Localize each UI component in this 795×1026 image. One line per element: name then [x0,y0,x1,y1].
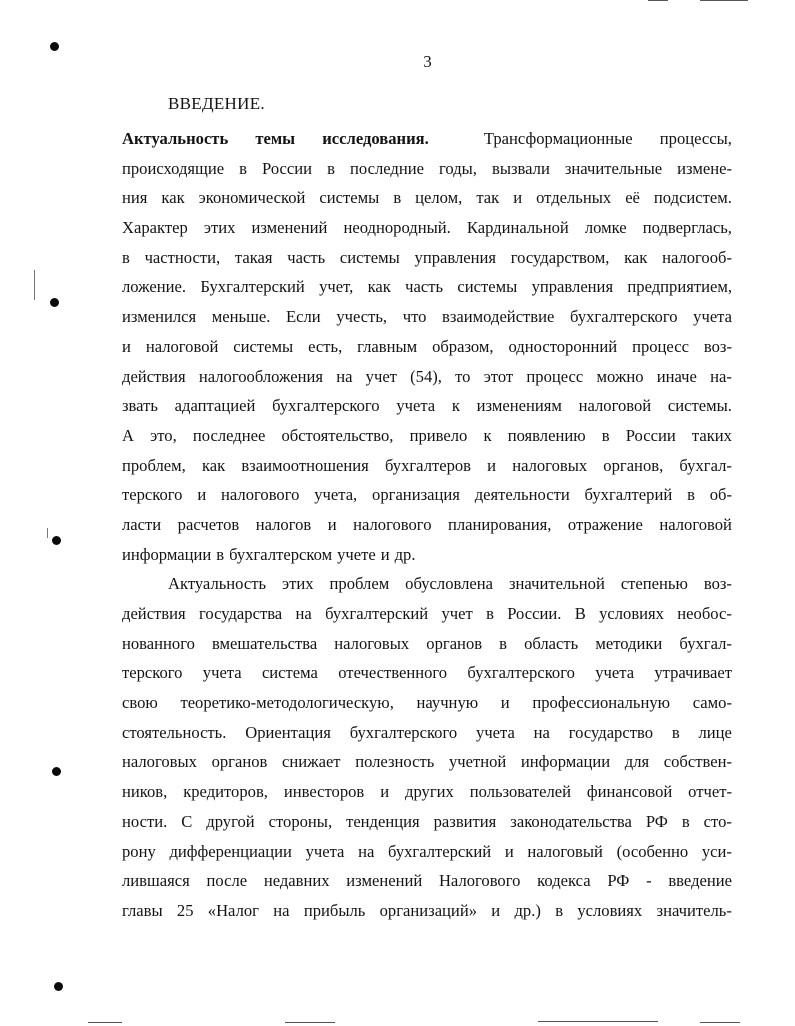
text-line: ности. С другой стороны, тенденция развития законодательства РФ в сто- [122,811,732,831]
text-line: ложение. Бухгалтерский учет, как часть системы управления предприятием, [122,277,732,297]
text-line: нованного вмешательства налоговых органов в область методики бухгал- [122,633,732,653]
section-heading: ВВЕДЕНИЕ. [168,94,265,113]
text-line: рону дифференциации учета на бухгалтерский и налоговый (особенно уси- [122,841,732,861]
scan-artifact [700,1022,740,1023]
text-line: стоятельность. Ориентация бухгалтерского учета на государство в лице [122,722,732,742]
text-line: Актуальность этих проблем обусловлена значительной степенью воз- [168,574,732,594]
body-text [122,124,732,926]
scan-artifact [538,1021,658,1022]
text-line: звать адаптацией бухгалтерского учета к изменениям налоговой системы. [122,396,732,416]
binder-hole-mark [50,42,59,51]
text-line: налоговых органов снижает полезность учетной информации для собствен- [122,752,732,772]
binder-hole-mark [52,536,61,545]
text-line: происходящие в России в последние годы, вызвали значительные измене- [122,158,732,178]
binder-hole-mark [50,298,59,307]
text-line: лившаяся после недавних изменений Налогового кодекса РФ - введение [122,871,732,891]
text-line: ников, кредиторов, инвесторов и других пользователей финансовой отчет- [122,782,732,802]
text-line: терского учета система отечественного бухгалтерского учета утрачивает [122,663,732,683]
scan-artifact [88,1022,122,1023]
scan-artifact [285,1022,335,1023]
scan-artifact [700,0,748,1]
text-line: Характер этих изменений неоднородный. Кардинальной ломке подверглась, [122,218,732,238]
scan-artifact [34,270,35,300]
text-line: действия налогообложения на учет (54), то этот процесс можно иначе на- [122,366,732,386]
text-line: проблем, как взаимоотношения бухгалтеров и налоговых органов, бухгал- [122,455,732,475]
text-line: и налоговой системы есть, главным образом, односторонний процесс воз- [122,336,732,356]
scan-artifact [47,528,48,538]
binder-hole-mark [54,982,63,991]
binder-hole-mark [52,767,61,776]
text-line: свою теоретико-методологическую, научную и профессиональную само- [122,693,732,713]
scan-artifact [648,0,668,1]
text-line: главы 25 «Налог на прибыль организаций» и др.) в условиях значитель- [122,900,732,920]
text-line: действия государства на бухгалтерский учет в России. В условиях необос- [122,604,732,623]
text-line: информации в бухгалтерском учете и др. [122,544,416,564]
text-line: ласти расчетов налогов и налогового планирования, отражение налоговой [122,514,732,534]
text-line: в частности, такая часть системы управления государством, как налогооб- [122,247,732,267]
text-line: изменился меньше. Если учесть, что взаимодействие бухгалтерского учета [122,307,732,327]
text-line: терского и налогового учета, организация деятельности бухгалтерий в об- [122,485,732,505]
text-line: А это, последнее обстоятельство, привело к появлению в России таких [122,425,732,445]
text-line: Актуальность темы исследования. Трансформационные процессы, [122,129,732,148]
text-line: ния как экономической системы в целом, так и отдельных её подсистем. [122,188,732,208]
page-number: 3 [423,52,432,71]
